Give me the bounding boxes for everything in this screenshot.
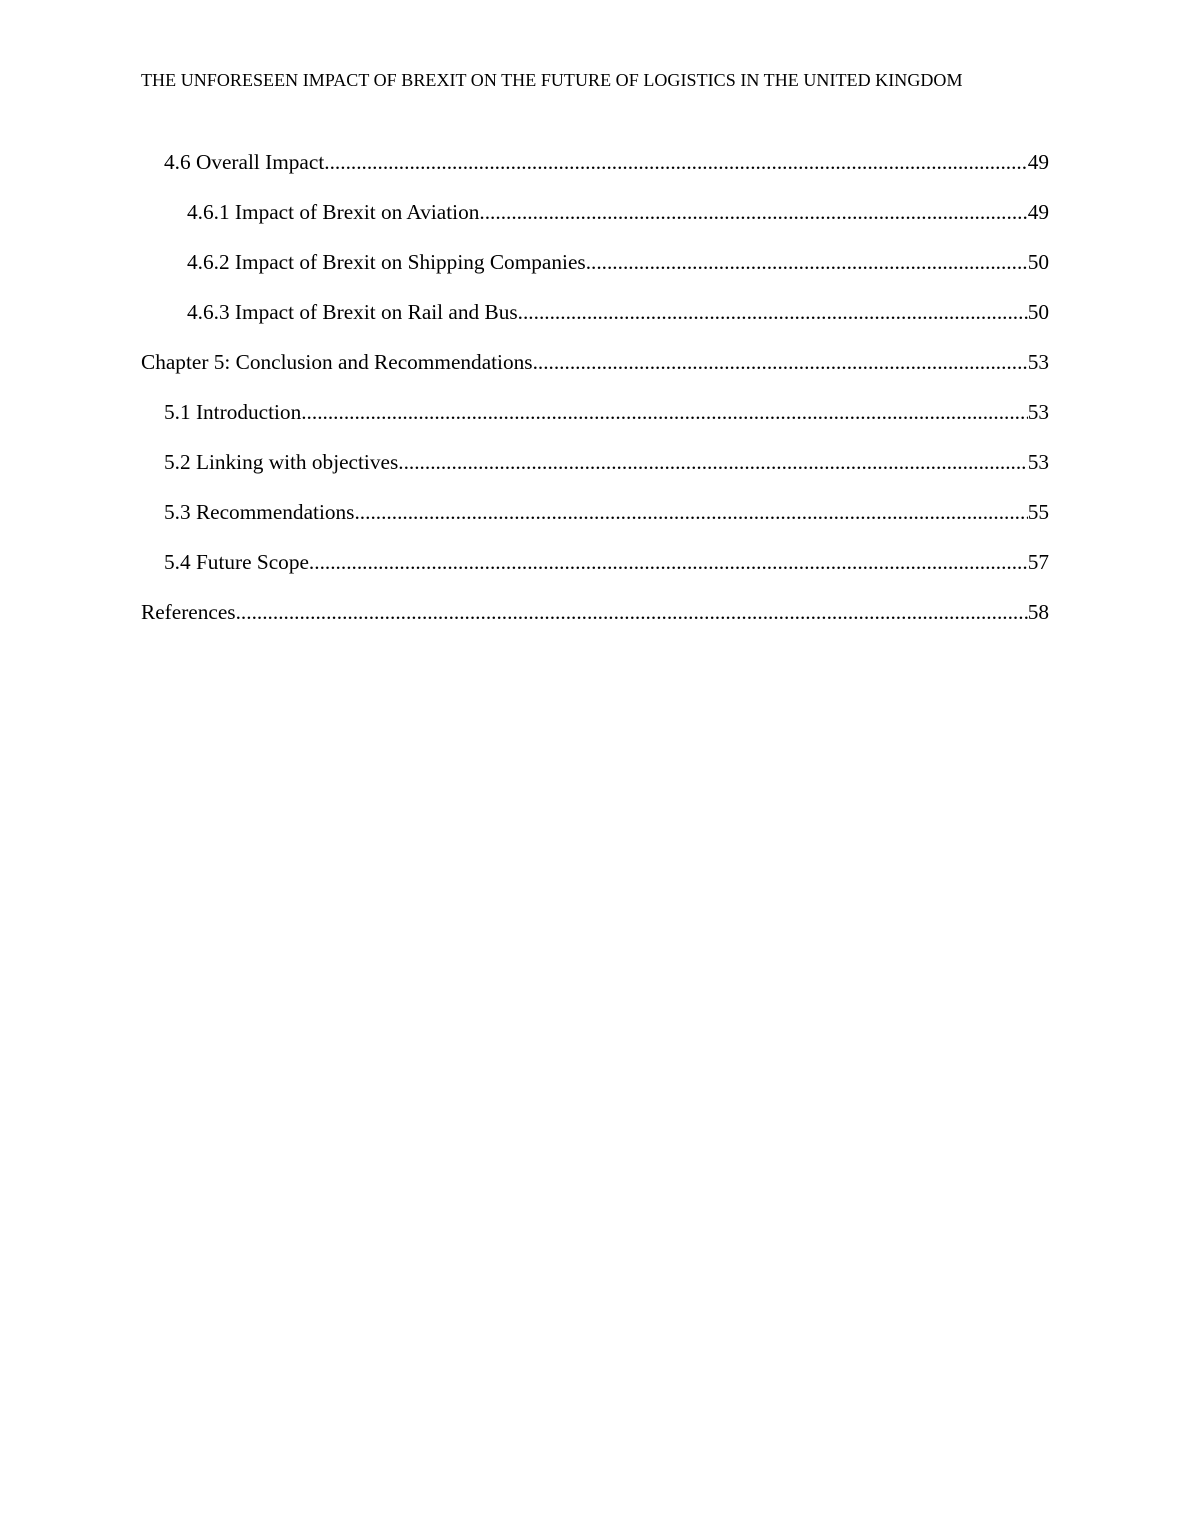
running-header: THE UNFORESEEN IMPACT OF BREXIT ON THE FUTURE OF LOGISTICS IN THE UNITED KINGDOM	[141, 70, 963, 90]
toc-entry-page: 53	[1027, 400, 1049, 424]
toc-entry-4-6-2[interactable]	[141, 246, 1049, 296]
toc-entry-chapter-5[interactable]	[141, 346, 1049, 396]
toc-entry-page: 57	[1027, 550, 1049, 574]
toc-entry-4-6-1[interactable]	[141, 196, 1049, 246]
toc-entry-title: 4.6 Overall Impact	[164, 150, 325, 174]
toc-entry-title: 5.1 Introduction	[164, 400, 302, 424]
toc-entry-title: Chapter 5: Conclusion and Recommendations	[141, 350, 533, 374]
toc-entry-page: 55	[1027, 500, 1049, 524]
toc-entry-4-6[interactable]	[141, 146, 1049, 196]
toc-entry-5-4[interactable]	[141, 546, 1049, 596]
toc-entry-page: 49	[1027, 200, 1049, 224]
toc-dot-leader	[354, 496, 1027, 528]
toc-entry-title: 4.6.3 Impact of Brexit on Rail and Bus	[187, 300, 518, 324]
toc-entry-5-2[interactable]	[141, 446, 1049, 496]
toc-dot-leader	[518, 296, 1028, 328]
toc-entry-title: 5.4 Future Scope	[164, 550, 309, 574]
toc-entry-page: 50	[1027, 250, 1049, 274]
toc-dot-leader	[479, 196, 1027, 228]
toc-entry-4-6-3[interactable]	[141, 296, 1049, 346]
toc-entry-title: References	[141, 600, 236, 624]
toc-entry-title: 5.2 Linking with objectives	[164, 450, 399, 474]
toc-entry-page: 50	[1027, 300, 1049, 324]
toc-dot-leader	[236, 596, 1028, 628]
toc-dot-leader	[301, 396, 1027, 428]
toc-entry-references[interactable]	[141, 596, 1049, 646]
toc-dot-leader	[586, 246, 1028, 278]
toc-entry-5-3[interactable]	[141, 496, 1049, 546]
toc-entry-title: 4.6.2 Impact of Brexit on Shipping Companies	[187, 250, 586, 274]
toc-dot-leader	[398, 446, 1027, 478]
toc-dot-leader	[324, 146, 1027, 178]
toc-dot-leader	[309, 546, 1028, 578]
toc-entry-5-1[interactable]	[141, 396, 1049, 446]
toc-entry-page: 53	[1027, 450, 1049, 474]
toc-entry-page: 58	[1027, 600, 1049, 624]
table-of-contents	[141, 146, 1049, 646]
toc-entry-page: 49	[1027, 150, 1049, 174]
toc-entry-page: 53	[1027, 350, 1049, 374]
toc-entry-title: 5.3 Recommendations	[164, 500, 355, 524]
toc-entry-title: 4.6.1 Impact of Brexit on Aviation	[187, 200, 480, 224]
toc-dot-leader	[533, 346, 1028, 378]
